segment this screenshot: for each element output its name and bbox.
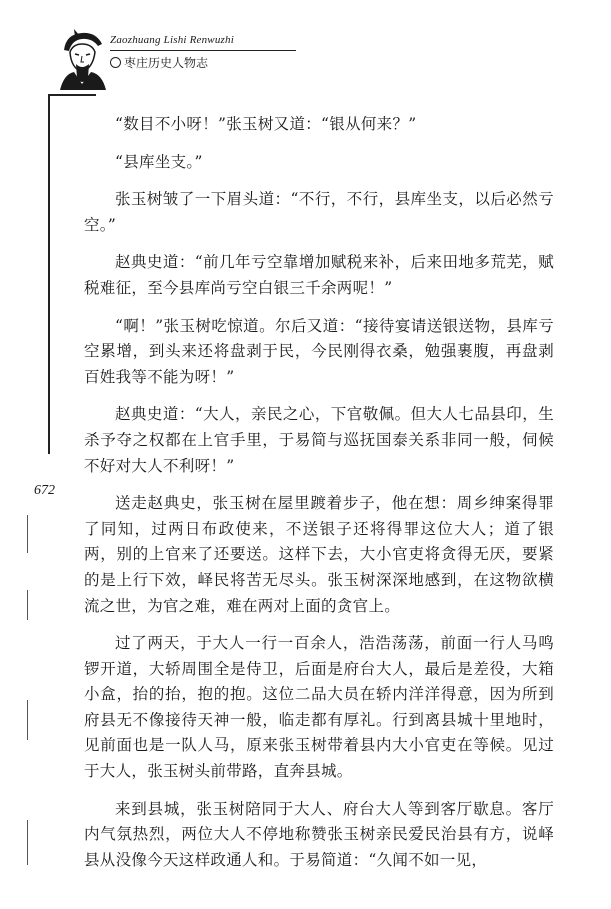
- paragraph: 赵典史道：“大人，亲民之心，下官敬佩。但大人七品县印，生杀予夺之权都在上官手里，于易简与巡抚国泰关系非同一般，伺候不好对大人不利呀！”: [84, 405, 554, 475]
- page-header: [58, 28, 268, 98]
- series-title-en: Zaozhuang Lishi Renwuzhi: [110, 34, 234, 46]
- paragraph: 张玉树皱了一下眉头道：“不行，不行，县库坐支，以后必然亏空。”: [84, 190, 554, 234]
- series-title-cn-wrap: [110, 54, 208, 71]
- binding-mark: [27, 820, 28, 865]
- paragraph: 来到县城，张玉树陪同于大人、府台大人等到客厅歇息。客厅内气氛热烈，两位大人不停地称赞张玉树亲民爱民治县有方，说峄县从没像今天这样政通人和。于易简道：“久闻不如一见，: [84, 799, 554, 869]
- binding-mark: [27, 590, 28, 620]
- body-text: [84, 112, 554, 873]
- binding-mark: [27, 700, 28, 740]
- binding-mark: [27, 515, 28, 553]
- header-rule: [110, 50, 296, 51]
- ring-bullet-icon: [110, 57, 121, 68]
- paragraph: 赵典史道：“前几年亏空靠增加赋税来补，后来田地多荒芜，赋税难征，至今县库尚亏空白银三千余两呢！”: [84, 253, 554, 297]
- paragraph: 过了两天，于大人一行一百余人，浩浩荡荡，前面一行人马鸣锣开道，大轿周围全是侍卫，后面是府台大人，最后是差役，大箱小盒，抬的抬，抱的抱。这位二品大员在轿内洋洋得意，因为所到府县无不像接待天神一般，临走都有厚礼。行到离县城十里地时，见前面也是一队人马，原来张玉树带着县内大小官吏在等候。见过于大人，张玉树头前带路，直奔县城。: [84, 634, 554, 781]
- series-title-cn: 枣庄历史人物志: [124, 56, 209, 70]
- paragraph: “县库坐支。”: [115, 152, 203, 171]
- frame-vertical-rule: [48, 94, 50, 454]
- paragraph: 送走赵典史，张玉树在屋里踱着步子，他在想：周乡绅案得罪了同知，过两日布政使来，不送银子还将得罪这位大人；道了银两，别的上官来了还要送。这样下去，大小官吏将贪得无厌，要紧的是上行下效，峄民将苦无尽头。张玉树深深地感到，在这物欲横流之世，为官之难，难在两对上面的贪官上。: [84, 494, 554, 615]
- frame-horizontal-rule: [48, 94, 96, 96]
- paragraph: “啊！”张玉树吃惊道。尔后又道：“接待宴请送银送物，县库亏空累增，到头来还将盘剥于民，今民刚得衣桑，勉强裹腹，再盘剥百姓我等不能为呀！”: [84, 316, 554, 386]
- portrait-illustration: [58, 28, 108, 90]
- page-number: 672: [34, 483, 55, 498]
- paragraph: “数目不小呀！”张玉树又道：“银从何来？”: [115, 115, 417, 133]
